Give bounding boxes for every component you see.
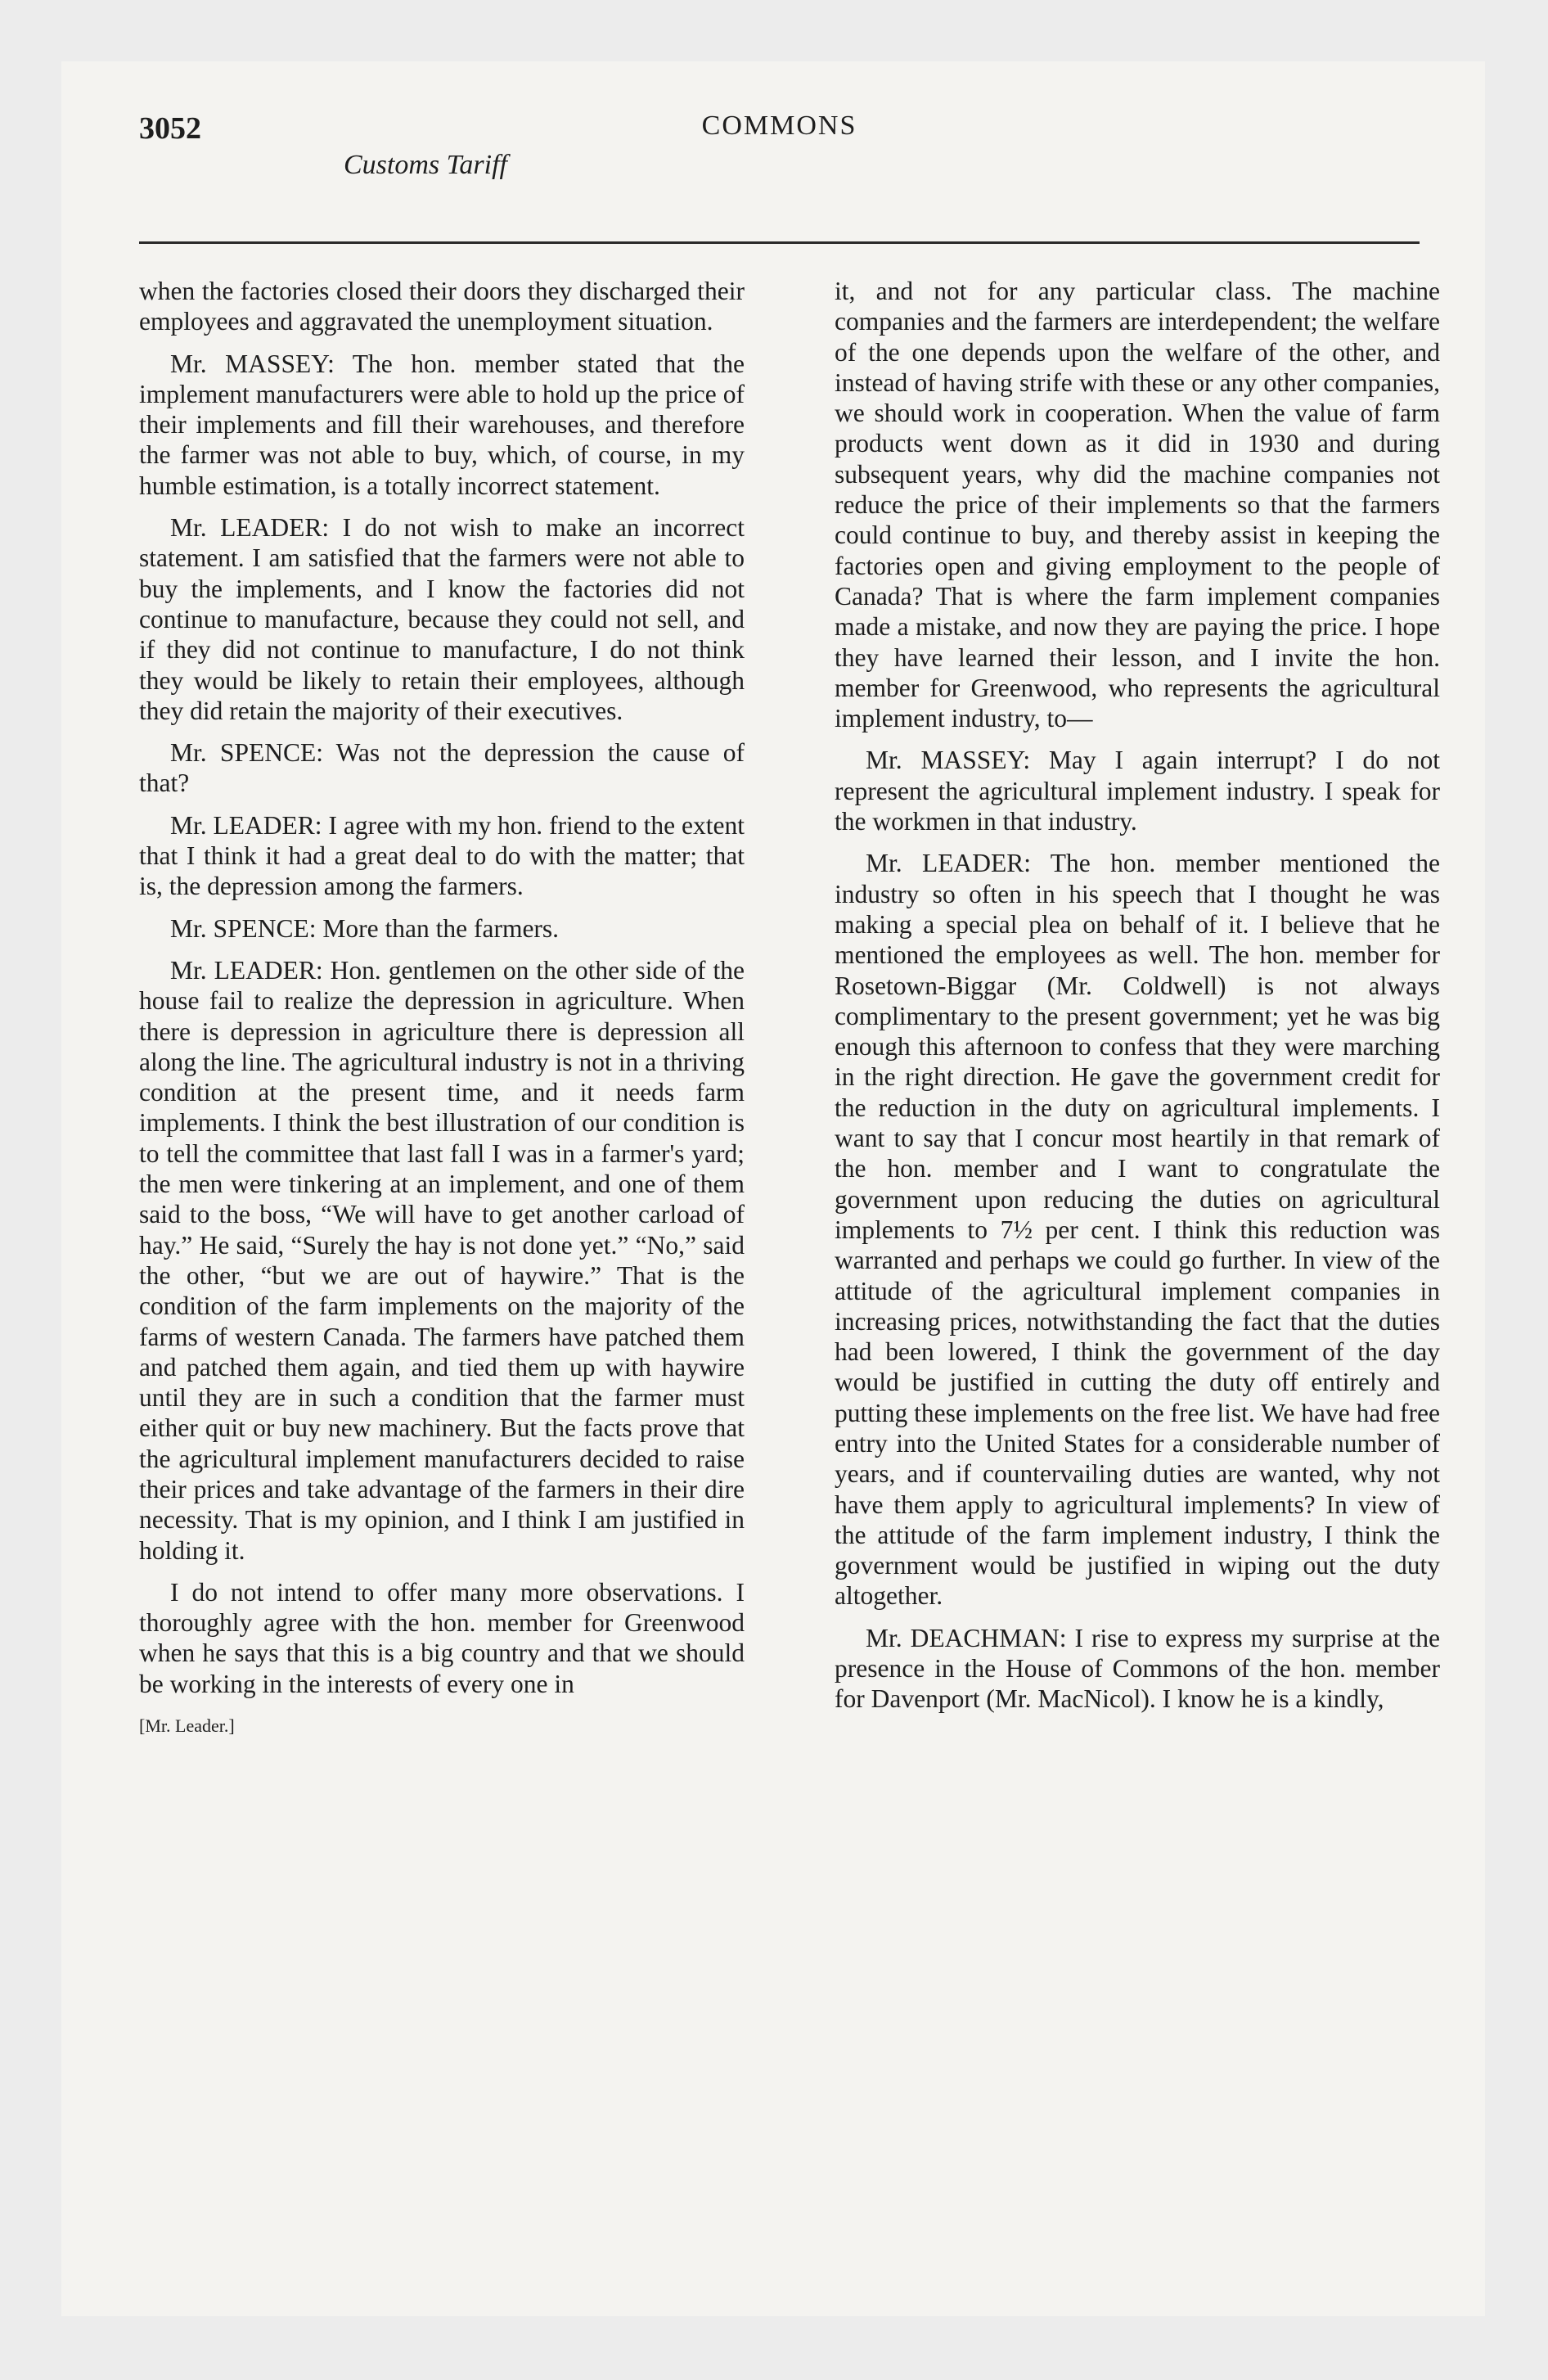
- page-header: [139, 110, 1420, 258]
- paragraph: Mr. MASSEY: May I again interrupt? I do not represent the agricultural implement industry. I speak for the workmen in that industry.: [835, 746, 1440, 836]
- page-number: 3052: [139, 111, 201, 146]
- header-rule: [139, 241, 1420, 244]
- paragraph: it, and not for any particular class. The machine companies and the farmers are interdependent; the welfare of the one depends upon the welfare of the other, and instead of having strife with these or any other companies, we should work in cooperation. When the value of farm products went down as it did in 1930 and during subsequent years, why did the machine companies not reduce the price of their implements so that the farmers could continue to buy, and thereby assist in keeping the factories open and giving employment to the people of Canada? That is where the farm implement companies made a mistake, and now they are paying the price. I hope they have learned their lesson, and I invite the hon. member for Greenwood, who represents the agricultural implement industry, to—: [835, 277, 1440, 733]
- running-head: COMMONS: [701, 110, 857, 141]
- paragraph: Mr. LEADER: I agree with my hon. friend to the extent that I think it had a great deal to do with the matter; that is, the depression among the farmers.: [139, 810, 745, 901]
- speaker-footer: [Mr. Leader.]: [139, 1715, 235, 1737]
- paragraph: I do not intend to offer many more observations. I thoroughly agree with the hon. member for Greenwood when he says that this is a big country and that we should be working in the interests of every one in: [139, 1577, 745, 1698]
- paragraph: Mr. LEADER: I do not wish to make an incorrect statement. I am satisfied that the farmers were not able to buy the implements, and I know the factories did not continue to manufacture, because they could not sell, and if they did not continue to manufacture, I do not think they would be likely to retain their employees, although they did retain the majority of their executives.: [139, 513, 745, 725]
- paragraph: Mr. LEADER: The hon. member mentioned the industry so often in his speech that I thought he was making a special plea on behalf of it. I believe that he mentioned the employees as well. The hon. member for Rosetown-Biggar (Mr. Coldwell) is not always complimentary to the present government; yet he was big enough this afternoon to confess that they were marching in the right direction. He gave the government credit for the reduction in the duty on agricultural implements. I want to say that I concur most heartily in that remark of the hon. member and I want to congratulate the government upon reducing the duties on agricultural implements to 7½ per cent. I think this reduction was warranted and perhaps we could go further. In view of the attitude of the agricultural implement companies in increasing prices, notwithstanding the fact that the duties had been lowered, I think the government of the day would be justified in cutting the duty off entirely and putting these implements on the free list. We have had free entry into the United States for a considerable number of years, and if countervailing duties are wanted, why not have them apply to agricultural implements? In view of the attitude of the farm implement industry, I think the government would be justified in wiping out the duty altogether.: [835, 849, 1440, 1611]
- paragraph: Mr. SPENCE: Was not the depression the cause of that?: [139, 738, 745, 798]
- right-column: [835, 276, 1440, 1726]
- paragraph: Mr. DEACHMAN: I rise to express my surprise at the presence in the House of Commons of the hon. member for Davenport (Mr. MacNicol). I know he is a kindly,: [835, 1623, 1440, 1714]
- paragraph: Mr. MASSEY: The hon. member stated that the implement manufacturers were able to hold up the price of their implements and fill their warehouses, and therefore the farmer was not able to buy, which, of course, in my humble estimation, is a totally incorrect statement.: [139, 349, 745, 500]
- section-title: Customs Tariff: [344, 150, 507, 180]
- page: [61, 61, 1485, 2316]
- left-column: [139, 276, 745, 1741]
- paragraph: Mr. SPENCE: More than the farmers.: [170, 913, 560, 943]
- paragraph: Mr. LEADER: Hon. gentlemen on the other side of the house fail to realize the depression in agriculture. When there is depression in agriculture there is depression all along the line. The agricultural industry is not in a thriving condition at the present time, and it needs farm implements. I think the best illustration of our condition is to tell the committee that last fall I was in a farmer's yard; the men were tinkering at an implement, and one of them said to the boss, “We will have to get another carload of hay.” He said, “Surely the hay is not done yet.” “No,” said the other, “but we are out of haywire.” That is the condition of the farm implements on the majority of the farms of western Canada. The farmers have patched them and patched them again, and tied them up with haywire until they are in such a condition that the farmer must either quit or buy new machinery. But the facts prove that the agricultural implement manufacturers decided to raise their prices and take advantage of the farmers in their dire necessity. That is my opinion, and I think I am justified in holding it.: [139, 955, 745, 1565]
- paragraph: when the factories closed their doors they discharged their employees and aggravated the unemployment situation.: [139, 277, 745, 336]
